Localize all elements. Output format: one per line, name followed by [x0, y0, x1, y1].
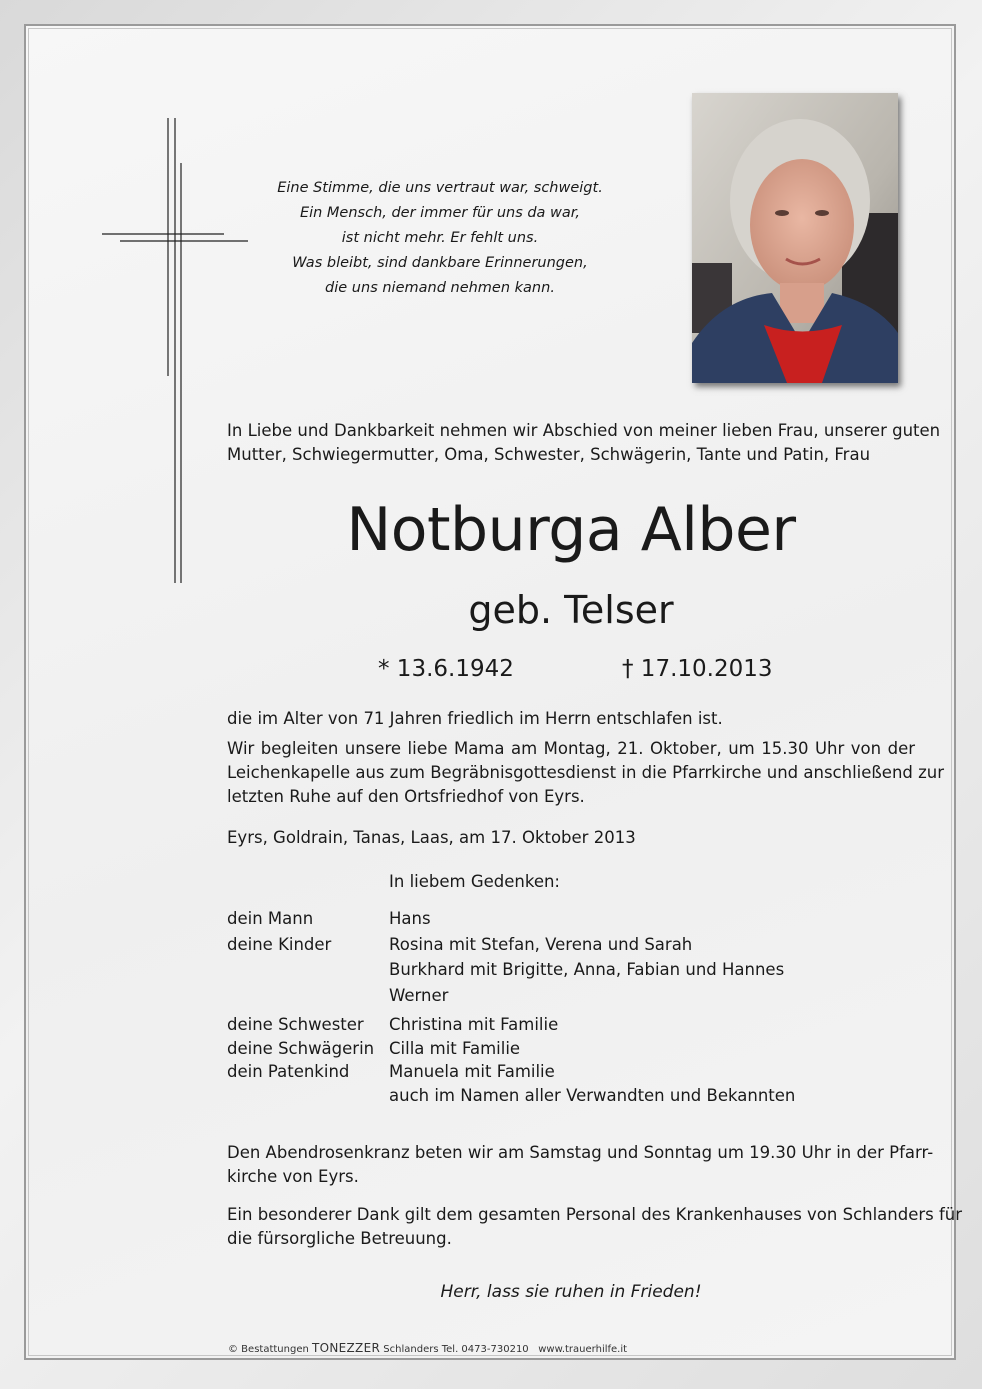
thanks-line: die fürsorgliche Betreuung. — [227, 1229, 452, 1248]
mourner-relation: dein Mann — [227, 909, 314, 928]
mourner-names: Werner — [389, 986, 449, 1005]
footer-location: Schlanders — [383, 1344, 439, 1355]
mourner-relation: deine Schwester — [227, 1015, 364, 1034]
intro-line: In Liebe und Dankbarkeit nehmen wir Abschied von meiner lieben Frau, unserer guten — [227, 421, 941, 440]
quote-line: Ein Mensch, der immer für uns da war, — [299, 205, 581, 221]
death-date: † 17.10.2013 — [622, 656, 773, 682]
closing-blessing: Herr, lass sie ruhen in Frieden! — [440, 1282, 702, 1302]
thanks-line: Ein besonderer Dank gilt dem gesamten Personal des Krankenhauses von Schlanders für — [227, 1205, 963, 1224]
mourner-names: Manuela mit Familie — [389, 1062, 555, 1081]
funeral-line: letzten Ruhe auf den Ortsfriedhof von Eyrs. — [227, 787, 585, 806]
mourner-relation: dein Patenkind — [227, 1062, 350, 1081]
quote-line: ist nicht mehr. Er fehlt uns. — [341, 230, 539, 246]
mourner-names: Christina mit Familie — [389, 1015, 559, 1034]
footer-brand: TONEZZER — [312, 1341, 381, 1355]
mourner-names: Cilla mit Familie — [389, 1039, 521, 1058]
funeral-line: Leichenkapelle aus zum Begräbnisgottesdienst in die Pfarrkirche und anschließend zur — [227, 763, 945, 782]
footer-prefix: © Bestattungen — [228, 1344, 309, 1355]
funeral-home-credit — [228, 1341, 627, 1355]
rosary-line: Den Abendrosenkranz beten wir am Samstag und Sonntag um 19.30 Uhr in der Pfarr- — [227, 1143, 934, 1162]
quote-line: Was bleibt, sind dankbare Erinnerungen, — [292, 255, 588, 271]
footer-website[interactable]: www.trauerhilfe.it — [538, 1344, 628, 1355]
birth-date: * 13.6.1942 — [378, 656, 514, 682]
mourner-names: Hans — [389, 909, 431, 928]
mourner-names: Burkhard mit Brigitte, Anna, Fabian und Hannes — [389, 960, 785, 979]
memorial-quote — [250, 176, 630, 301]
mourner-names: Rosina mit Stefan, Verena und Sarah — [389, 935, 693, 954]
mourner-relation: deine Kinder — [227, 935, 332, 954]
place-date: Eyrs, Goldrain, Tanas, Laas, am 17. Oktober 2013 — [227, 828, 636, 847]
rosary-line: kirche von Eyrs. — [227, 1167, 359, 1186]
mourner-relation: deine Schwägerin — [227, 1039, 375, 1058]
intro-line: Mutter, Schwiegermutter, Oma, Schwester, Schwägerin, Tante und Patin, Frau — [227, 445, 871, 464]
funeral-line: Wir begleiten unsere liebe Mama am Montag, 21. Oktober, um 15.30 Uhr von der — [227, 739, 915, 758]
footer-phone: Tel. 0473-730210 — [441, 1344, 529, 1355]
mourners-heading: In liebem Gedenken: — [389, 872, 560, 891]
deceased-name: Notburga Alber — [346, 495, 796, 565]
birth-name: geb. Telser — [468, 588, 674, 632]
quote-line: Eine Stimme, die uns vertraut war, schweigt. — [277, 180, 603, 196]
mourner-names: auch im Namen aller Verwandten und Bekannten — [389, 1086, 796, 1105]
age-line: die im Alter von 71 Jahren friedlich im Herrn entschlafen ist. — [227, 709, 723, 728]
quote-line: die uns niemand nehmen kann. — [325, 280, 555, 296]
portrait-photo — [692, 93, 898, 383]
